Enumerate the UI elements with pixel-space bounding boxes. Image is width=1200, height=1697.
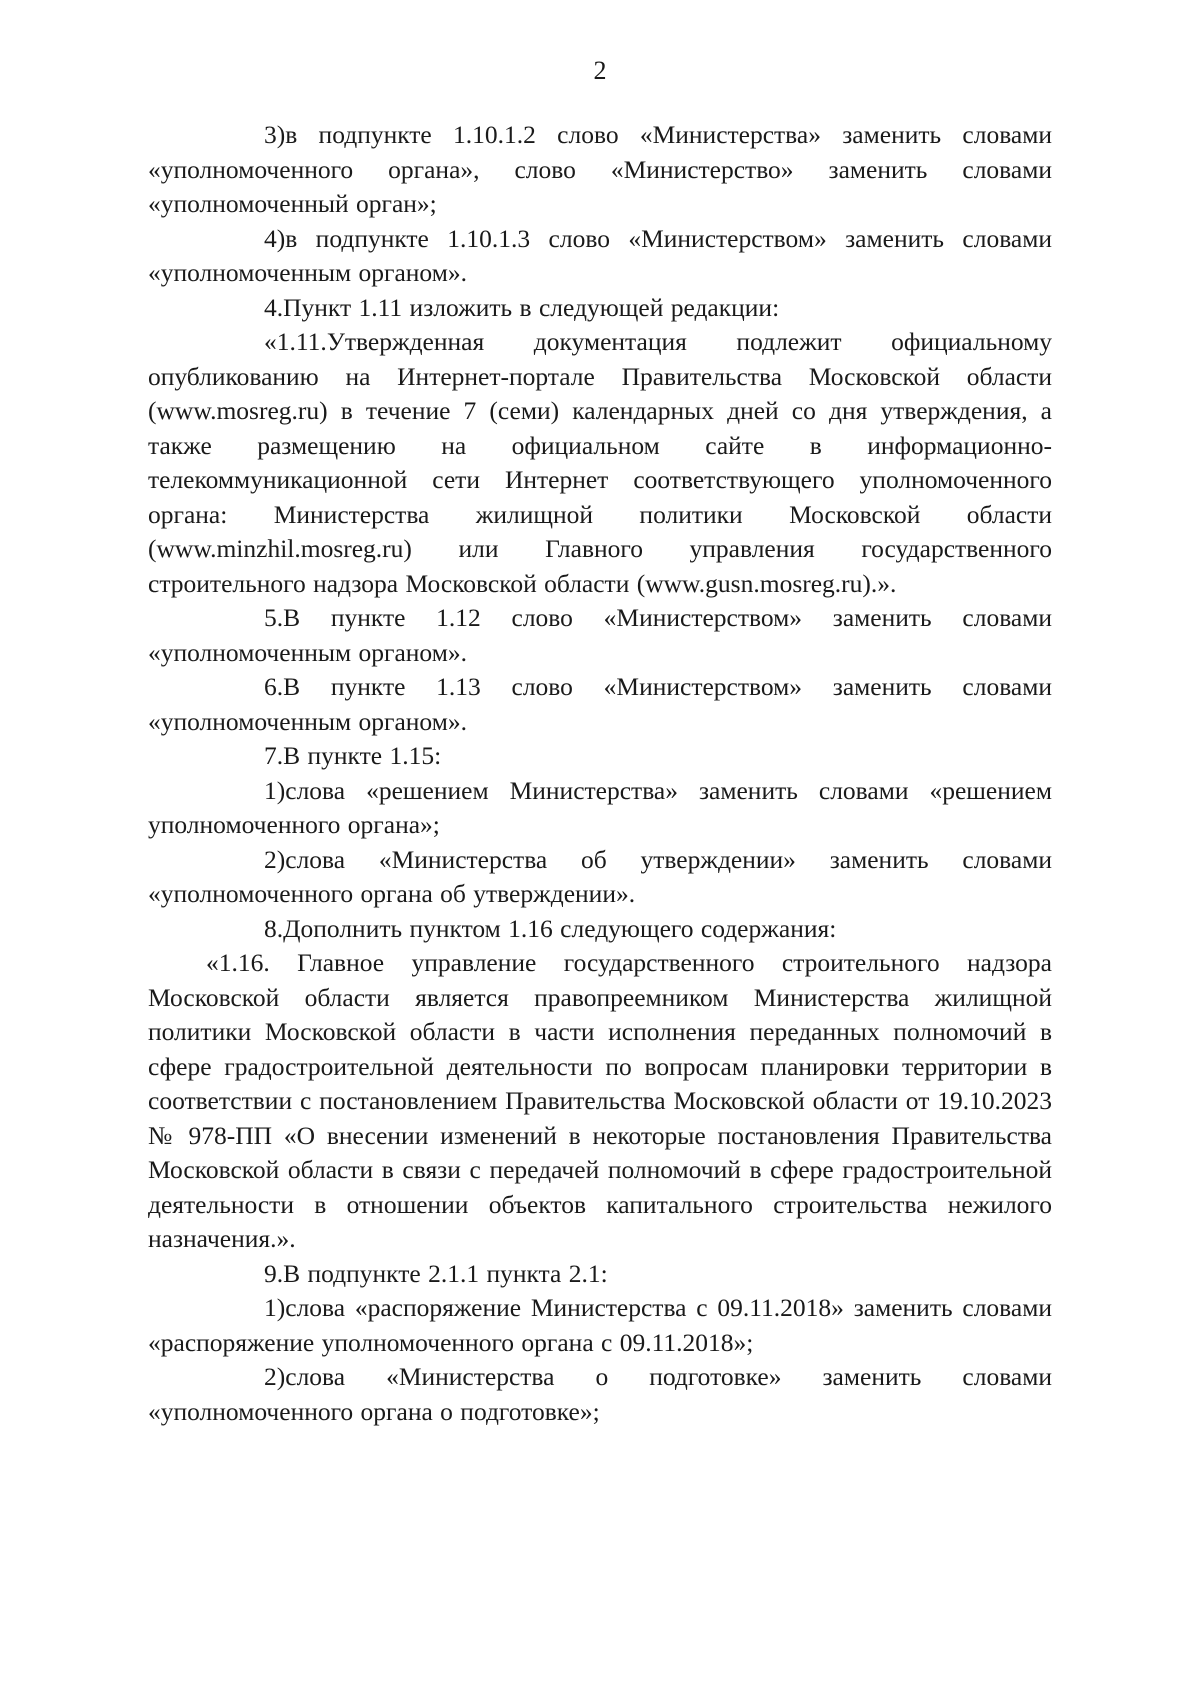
paragraph-7-number: 7.	[264, 741, 284, 770]
paragraph-10	[148, 912, 1052, 947]
paragraph-5-text: В пункте 1.12 слово «Министерством» заменить словами «уполномоченным органом».	[148, 603, 1052, 667]
page-number: 2	[593, 56, 607, 85]
paragraph-10-text: Дополнить пунктом 1.16 следующего содержания:	[283, 913, 837, 943]
paragraph-5	[148, 601, 1052, 670]
paragraph-14	[148, 1360, 1052, 1429]
paragraph-11-text: «1.16. Главное управление государственного строительного надзора Московской области является правопреемником Министерства жилищной политики Московской области в части исполнения переданных полномочий в сфере градостроительной деятельности по вопросам планировки территории в соответствии с постановлением Правительства Московской области от 19.10.2023 № 978-ПП «О внесении изменений в некоторые постановления Правительства Московской области в связи с передачей полномочий в сфере градостроительной деятельности в отношении объектов капитального строительства нежилого назначения.».	[148, 948, 1052, 1253]
paragraph-6-number: 6.	[264, 672, 284, 701]
paragraph-6-text: В пункте 1.13 слово «Министерством» заменить словами «уполномоченным органом».	[148, 672, 1052, 736]
paragraph-8-text: слова «решением Министерства» заменить словами «решением уполномоченного органа»;	[148, 775, 1052, 839]
paragraph-8	[148, 774, 1052, 843]
paragraph-10-number: 8.	[264, 913, 284, 943]
paragraph-4-text: Утвержденная документация подлежит официальному опубликованию на Интернет-портале Правительства Московской области (www.mosreg.ru) в течение 7 (семи) календарных дней со дня утверждения, а также размещению на официальном сайте в информационно-телекоммуникационной сети Интернет соответствующего уполномоченного органа: Министерства жилищной политики Московской области (www.minzhil.mosreg.ru) или Главного управления государственного строительного надзора Московской области (www.gusn.mosreg.ru).».	[148, 327, 1052, 598]
paragraph-3-text: Пункт 1.11 изложить в следующей редакции:	[283, 292, 780, 322]
paragraph-14-number: 2)	[264, 1362, 286, 1391]
paragraph-13	[148, 1291, 1052, 1360]
paragraph-2-text: в подпункте 1.10.1.3 слово «Министерством» заменить словами «уполномоченным органом».	[148, 223, 1052, 287]
paragraph-3	[148, 291, 1052, 326]
paragraph-3-number: 4.	[264, 292, 284, 322]
paragraph-4	[148, 325, 1052, 601]
paragraph-13-text: слова «распоряжение Министерства с 09.11.2018» заменить словами «распоряжение уполномоченного органа с 09.11.2018»;	[148, 1293, 1052, 1357]
paragraph-9-text: слова «Министерства об утверждении» заменить словами «уполномоченного органа об утверждении».	[148, 844, 1052, 908]
paragraph-13-number: 1)	[264, 1293, 286, 1322]
paragraph-1-number: 3)	[264, 120, 286, 149]
paragraph-8-number: 1)	[264, 775, 286, 805]
paragraph-6	[148, 670, 1052, 739]
paragraph-9	[148, 843, 1052, 912]
document-body	[148, 118, 1052, 1429]
paragraph-12-number: 9.	[264, 1258, 284, 1288]
paragraph-11	[148, 946, 1052, 1257]
paragraph-1	[148, 118, 1052, 222]
paragraph-14-text: слова «Министерства о подготовке» заменить словами «уполномоченного органа о подготовке»;	[148, 1362, 1052, 1426]
paragraph-2	[148, 222, 1052, 291]
paragraph-7	[148, 739, 1052, 774]
paragraph-2-number: 4)	[264, 223, 286, 253]
paragraph-12	[148, 1257, 1052, 1292]
paragraph-4-number: «1.11.	[264, 327, 327, 356]
paragraph-1-text: в подпункте 1.10.1.2 слово «Министерства» заменить словами «уполномоченного органа», слово «Министерство» заменить словами «уполномоченный орган»;	[148, 120, 1052, 218]
paragraph-7-text: В пункте 1.15:	[283, 741, 442, 770]
paragraph-9-number: 2)	[264, 844, 286, 874]
paragraph-5-number: 5.	[264, 603, 284, 632]
paragraph-12-text: В подпункте 2.1.1 пункта 2.1:	[283, 1258, 608, 1288]
